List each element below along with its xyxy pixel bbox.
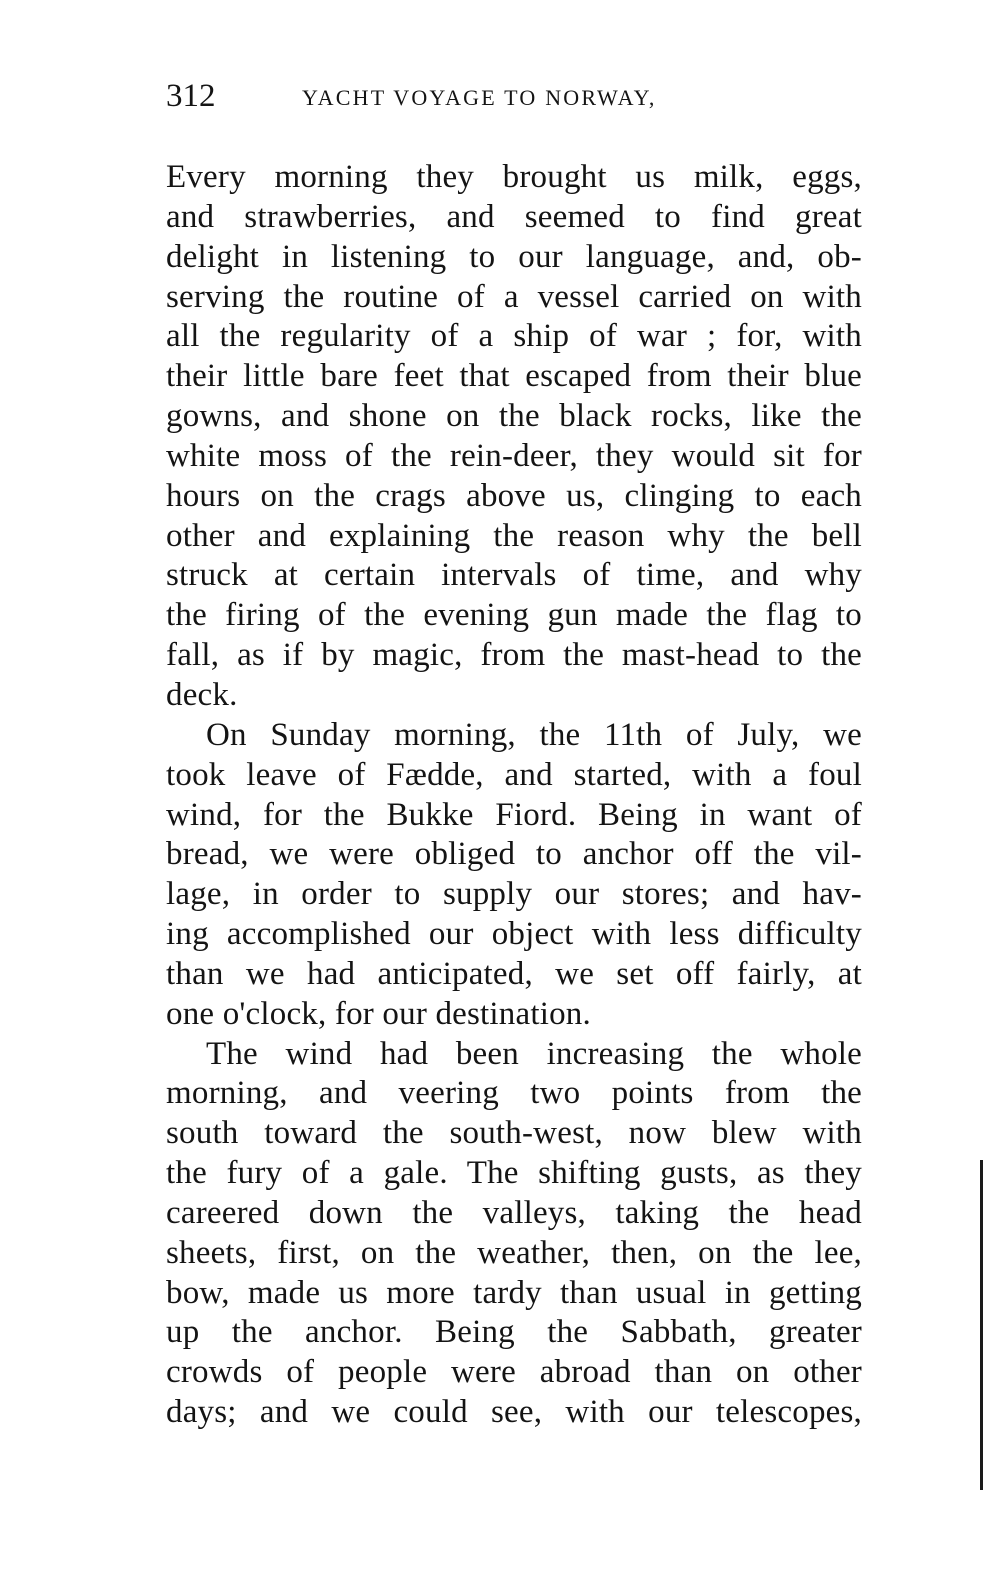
paragraph [166, 1035, 862, 1433]
text-line: days; and we could see, with our telescopes, [166, 1394, 862, 1431]
running-head: YACHT VOYAGE TO NORWAY, [302, 85, 657, 110]
text-line: than we had anticipated, we set off fairly, at [166, 955, 862, 992]
text-line: gowns, and shone on the black rocks, like the [166, 398, 862, 435]
text-line: fall, as if by magic, from the mast-head to the [166, 637, 862, 674]
text-line: all the regularity of a ship of war ; for, with [166, 318, 862, 355]
text-line: morning, and veering two points from the [166, 1075, 862, 1112]
page-edge-mark [980, 1160, 983, 1490]
text-line: lage, in order to supply our stores; and hav- [166, 876, 862, 913]
text-line: bow, made us more tardy than usual in getting [166, 1274, 862, 1311]
text-line: other and explaining the reason why the bell [166, 517, 862, 554]
text-line: white moss of the rein-deer, they would sit for [166, 437, 862, 474]
text-line: took leave of Fædde, and started, with a foul [166, 756, 862, 793]
text-line: crowds of people were abroad than on other [166, 1354, 862, 1391]
text-line: deck. [166, 676, 238, 713]
text-line: struck at certain intervals of time, and why [166, 557, 862, 594]
text-line: careered down the valleys, taking the head [166, 1194, 862, 1231]
text-line: the firing of the evening gun made the flag to [166, 597, 862, 634]
body-text [166, 158, 862, 1433]
text-line: one o'clock, for our destination. [166, 995, 591, 1032]
text-line: bread, we were obliged to anchor off the vil- [166, 836, 862, 873]
text-line: sheets, first, on the weather, then, on the lee, [166, 1234, 862, 1271]
paragraph [166, 158, 862, 716]
paragraph [166, 716, 862, 1035]
text-line: and strawberries, and seemed to find great [166, 198, 862, 235]
text-line: wind, for the Bukke Fiord. Being in want of [166, 796, 862, 833]
text-line: ing accomplished our object with less difficulty [166, 916, 862, 953]
text-line: Every morning they brought us milk, eggs, [166, 159, 862, 195]
text-line: The wind had been increasing the whole [206, 1035, 862, 1072]
text-line: the fury of a gale. The shifting gusts, as they [166, 1155, 862, 1192]
text-line: their little bare feet that escaped from their blue [166, 358, 862, 395]
page-header [166, 76, 866, 116]
text-line: serving the routine of a vessel carried on with [166, 278, 862, 315]
text-line: up the anchor. Being the Sabbath, greater [166, 1314, 862, 1351]
text-line: On Sunday morning, the 11th of July, we [206, 716, 862, 753]
text-line: hours on the crags above us, clinging to each [166, 477, 862, 514]
text-line: delight in listening to our language, and, ob- [166, 238, 862, 275]
text-line: south toward the south-west, now blew with [166, 1115, 862, 1152]
page-number: 312 [166, 78, 216, 114]
